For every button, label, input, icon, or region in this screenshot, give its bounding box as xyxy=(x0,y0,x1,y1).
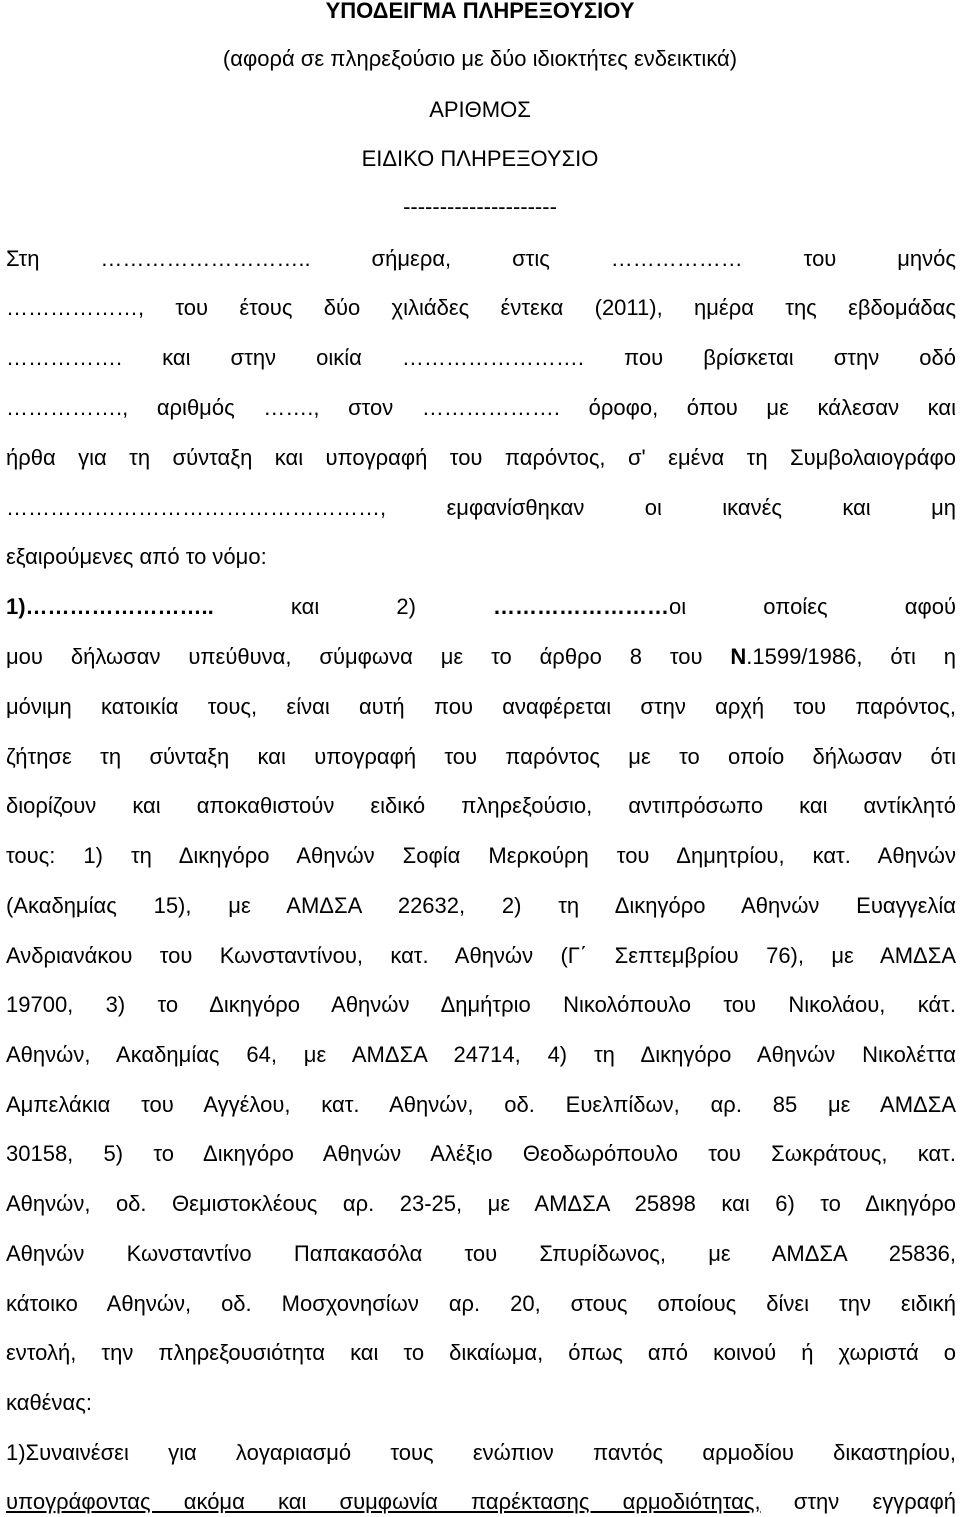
body-line: 30158, 5) το Δικηγόρο Αθηνών Αλέξιο Θεοδωρόπουλο του Σωκράτους, κατ. xyxy=(6,1141,956,1166)
body-line: ……………., αριθμός ……., στον ………………. όροφο, όπου με κάλεσαν και xyxy=(6,395,956,420)
body-line: κάτοικο Αθηνών, οδ. Μοσχονησίων αρ. 20, στους οποίους δίνει την ειδική xyxy=(6,1291,956,1316)
body-line: Αθηνών Κωνσταντίνο Παπακασόλα του Σπυρίδωνος, με ΑΜΔΣΑ 25836, xyxy=(6,1241,956,1266)
law-letter: Ν xyxy=(730,644,747,669)
body-line: καθένας: xyxy=(6,1390,92,1415)
body-line: Αθηνών, οδ. Θεμιστοκλέους αρ. 23-25, με ΑΜΔΣΑ 25898 και 6) το Δικηγόρο xyxy=(6,1191,956,1216)
body-line: εξαιρούμενες από το νόμο: xyxy=(6,544,267,569)
body-line: ζήτησε τη σύνταξη και υπογραφή του παρόντος με το οποίο δήλωσαν ότι xyxy=(6,744,956,769)
body-line: ……………. και στην οικία ……………………. που βρίσκεται στην οδό xyxy=(6,345,956,370)
law-text-end: .1599/1986, ότι η xyxy=(746,644,956,669)
number-label: ΑΡΙΘΜΟΣ xyxy=(429,97,531,122)
body-line: Αθηνών, Ακαδημίας 64, με ΑΜΔΣΑ 24714, 4) τη Δικηγόρο Αθηνών Νικολέττα xyxy=(6,1042,956,1067)
body-line: ………………, του έτους δύο χιλιάδες έντεκα (2011), ημέρα της εβδομάδας xyxy=(6,295,956,320)
separator-line: --------------------- xyxy=(403,194,557,219)
party-1-blank: 1)…………………….. xyxy=(6,594,214,619)
body-line: ……………………………………………, εμφανίσθηκαν οι ικανές και μη xyxy=(6,495,956,520)
body-line: 19700, 3) το Δικηγόρο Αθηνών Δημήτριο Νικολόπουλο του Νικολάου, κάτ. xyxy=(6,992,956,1017)
body-line: εντολή, την πληρεξουσιότητα και το δικαίωμα, όπως από κοινού ή χωριστά ο xyxy=(6,1340,956,1365)
body-line: Ανδριανάκου του Κωνσταντίνου, κατ. Αθηνών (Γ΄ Σεπτεμβρίου 76), με ΑΜΔΣΑ xyxy=(6,943,956,968)
law-text-start: μου δήλωσαν υπεύθυνα, σύμφωνα με το άρθρο 8 του xyxy=(6,644,731,669)
body-line: ήρθα για τη σύνταξη και υπογραφή του παρόντος, σ' εμένα τη Συμβολαιογράφο xyxy=(6,445,956,470)
parties-continuation: οι οποίες αφού xyxy=(669,594,956,619)
party-2-blank: …………………… xyxy=(493,594,670,619)
body-line: (Ακαδημίας 15), με ΑΜΔΣΑ 22632, 2) τη Δικηγόρο Αθηνών Ευαγγελία xyxy=(6,893,956,918)
body-line-law xyxy=(6,642,956,672)
document-type: ΕΙΔΙΚΟ ΠΛΗΡΕΞΟΥΣΙΟ xyxy=(361,146,599,171)
clause-continuation: στην εγγραφή xyxy=(760,1489,956,1514)
body-line: διορίζουν και αποκαθιστούν ειδικό πληρεξούσιο, αντιπρόσωπο και αντίκλητό xyxy=(6,793,956,818)
document-subtitle: (αφορά σε πληρεξούσιο με δύο ιδιοκτήτες ενδεικτικά) xyxy=(222,46,738,71)
parties-conjunction: και 2) xyxy=(213,594,494,619)
body-line: Αμπελάκια του Αγγέλου, κατ. Αθηνών, οδ. Ευελπίδων, αρ. 85 με ΑΜΔΣΑ xyxy=(6,1092,956,1117)
body-line: τους: 1) τη Δικηγόρο Αθηνών Σοφία Μερκούρη του Δημητρίου, κατ. Αθηνών xyxy=(6,843,956,868)
document-title: ΥΠΟΔΕΙΓΜΑ ΠΛΗΡΕΞΟΥΣΙΟΥ xyxy=(325,0,635,23)
body-line-last xyxy=(6,1487,956,1517)
underlined-clause: υπογράφοντας ακόμα και συμφωνία παρέκτασης αρμοδιότητας, xyxy=(6,1489,761,1514)
body-line: Στη ……………………….. σήμερα, στις ……………… του μηνός xyxy=(6,246,956,271)
body-line: 1)Συναινέσει για λογαριασμό τους ενώπιον παντός αρμοδίου δικαστηρίου, xyxy=(6,1440,956,1465)
body-line: μόνιμη κατοικία τους, είναι αυτή που αναφέρεται στην αρχή του παρόντος, xyxy=(6,694,956,719)
body-line-parties xyxy=(6,592,956,622)
